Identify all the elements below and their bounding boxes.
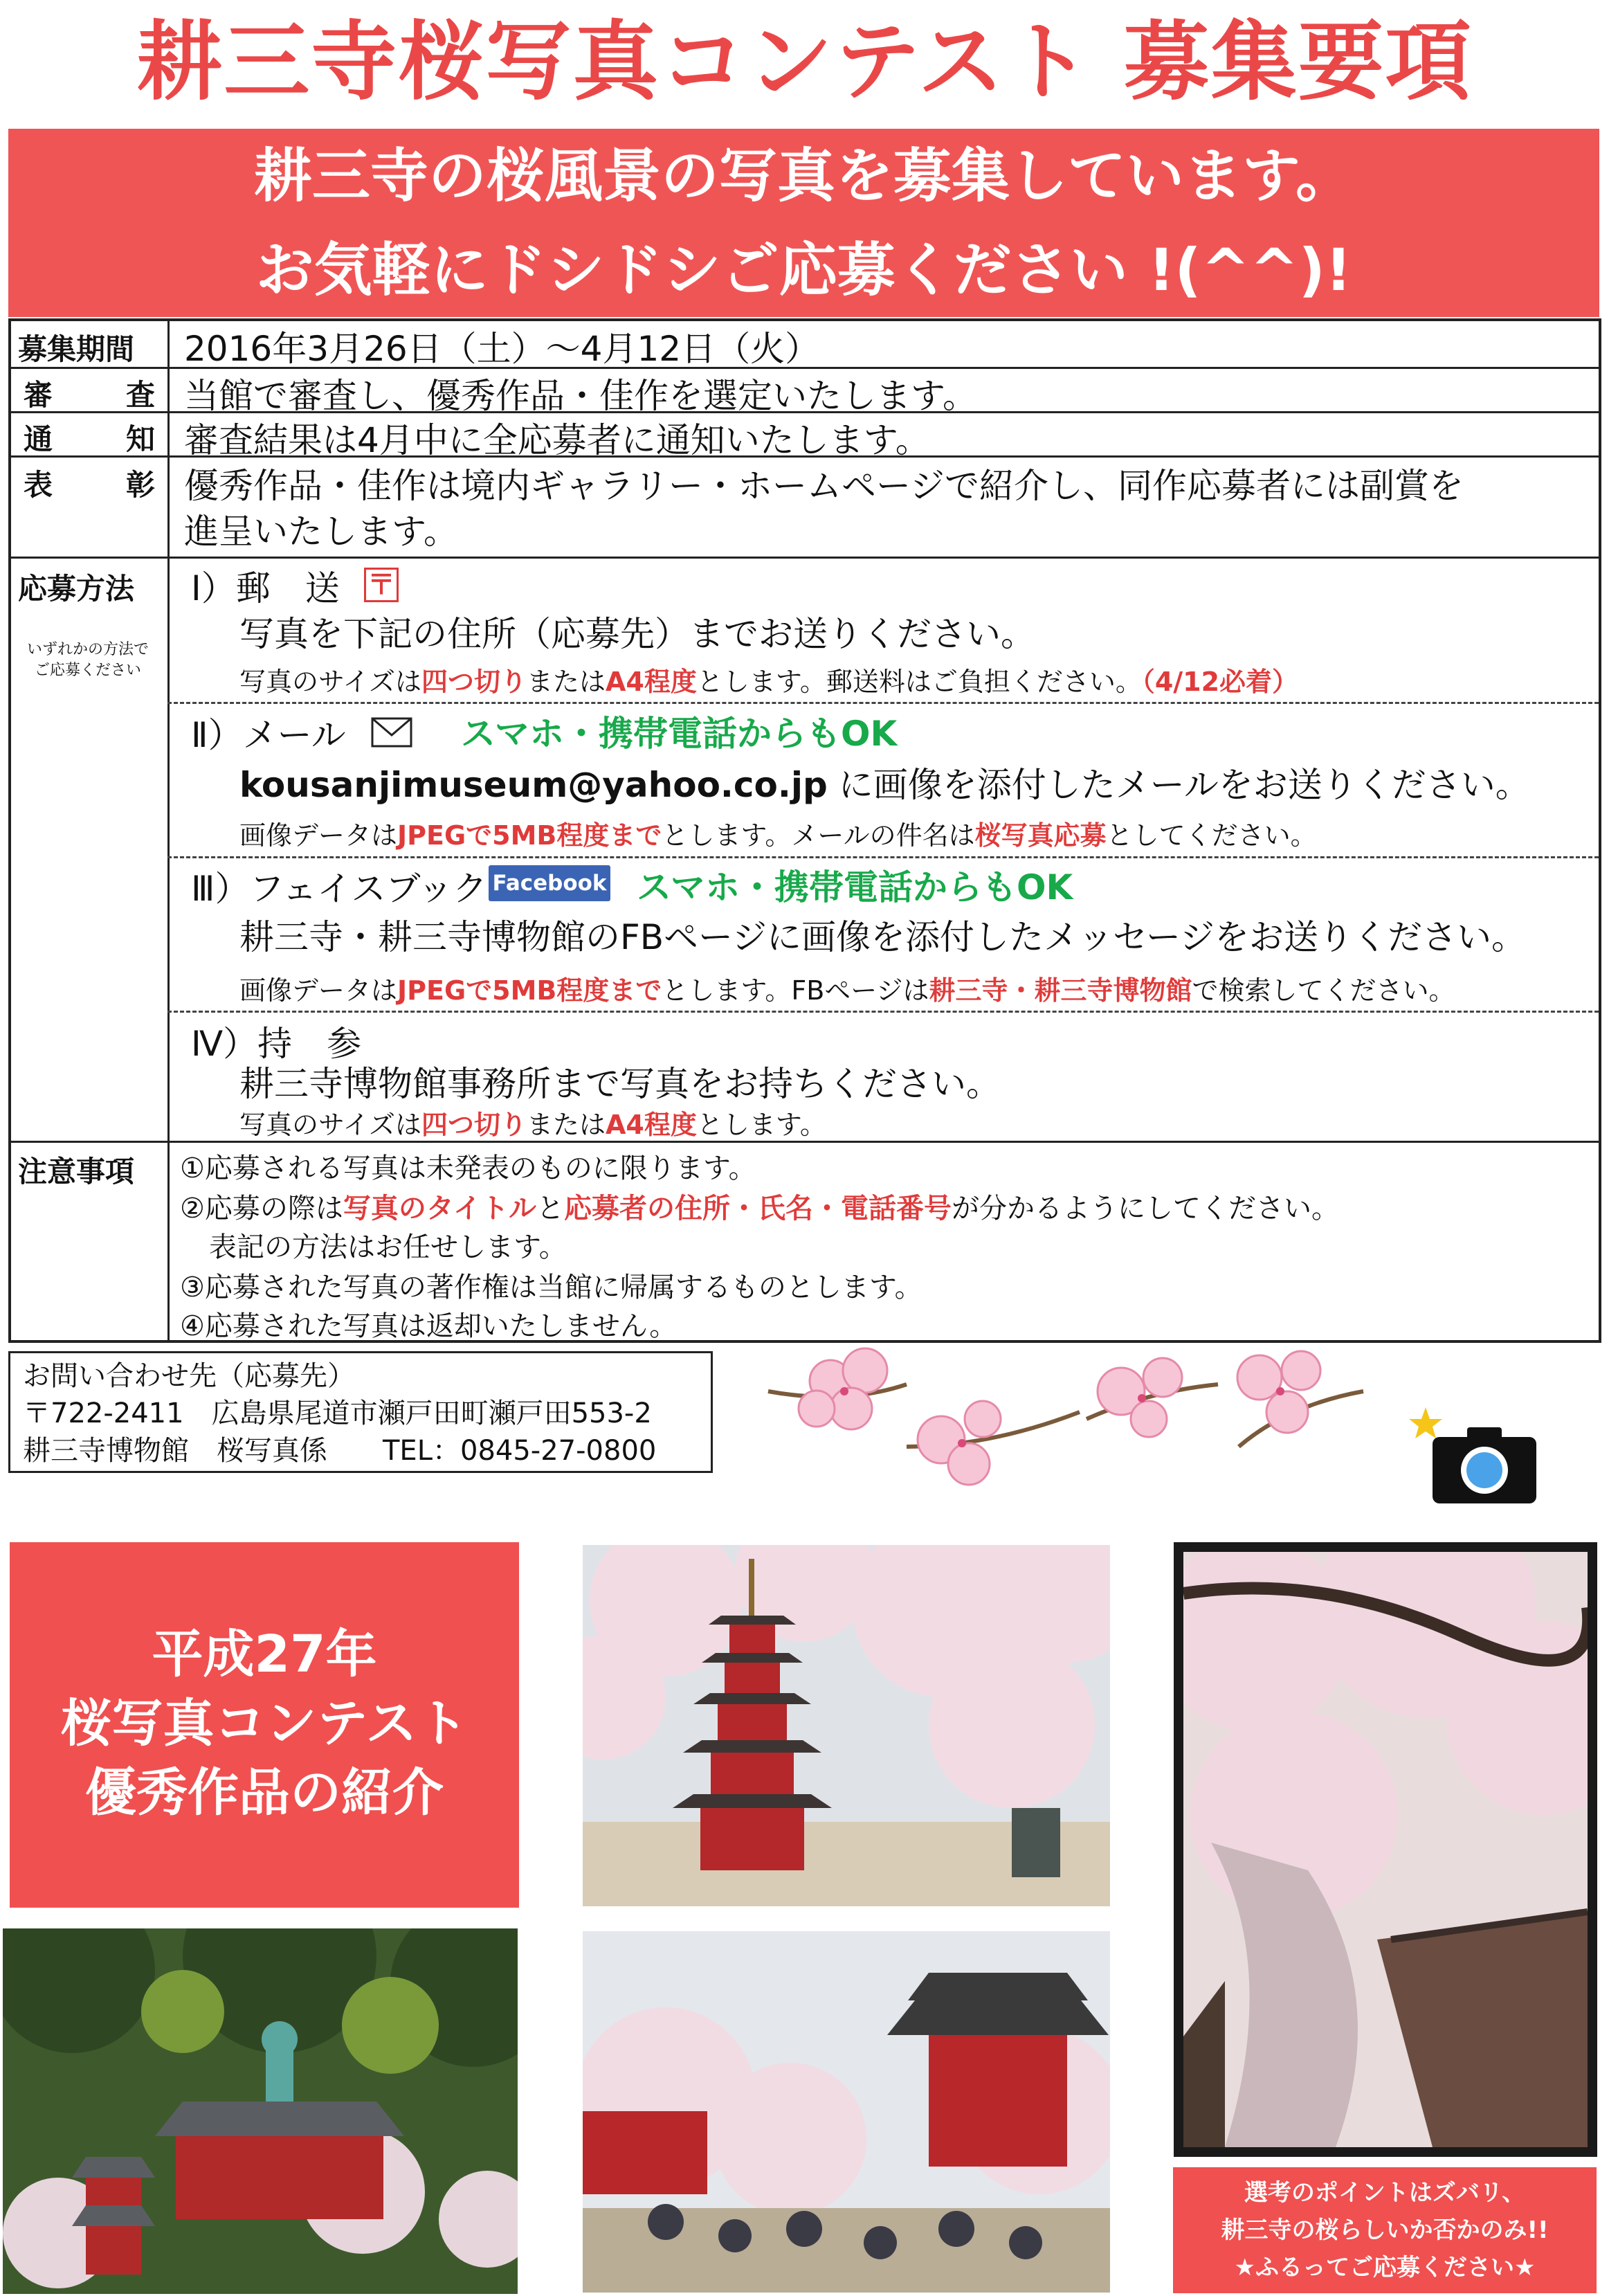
review-label: 審 査 <box>24 378 155 412</box>
callout-line-1: 選考のポイントはズバリ、 <box>1244 2179 1526 2207</box>
envelope-icon <box>371 717 412 748</box>
notice-value: 審査結果は4月中に全応募者に通知いたします。 <box>184 420 930 460</box>
postal-mark-icon: 〒 <box>364 568 399 602</box>
notice-label: 通 知 <box>24 422 155 456</box>
photo-pagoda <box>583 1545 1110 1906</box>
method-post-line: 写真を下記の住所（応募先）までお送りください。 <box>239 614 1035 654</box>
callout-line-2: 耕三寺の桜らしいか否かのみ!! <box>1221 2216 1549 2244</box>
cautions-label: 注意事項 <box>18 1155 135 1188</box>
method-mail-note: 画像データはJPEGで5MB程度までとします。メールの件名は桜写真応募としてください。 <box>239 820 1317 851</box>
method-mail-line: kousanjimuseum@yahoo.co.jp に画像を添付したメールをお送りください。 <box>239 765 1530 805</box>
banner-line-1: 耕三寺の桜風景の写真を募集しています。 <box>253 142 1354 210</box>
method-facebook-ok: スマホ・携帯電話からもOK <box>637 867 1073 907</box>
caution-1: ①応募される写真は未発表のものに限ります。 <box>180 1152 756 1184</box>
review-value: 当館で審査し、優秀作品・佳作を選定いたします。 <box>184 376 977 416</box>
methods-note: いずれかの方法でご応募ください <box>26 641 149 679</box>
facebook-badge: Facebook <box>489 865 610 901</box>
caution-4: ④応募された写真は返却いたしません。 <box>180 1310 678 1342</box>
contact-office: 耕三寺博物館 桜写真係 TEL：0845-27-0800 <box>23 1435 657 1467</box>
headline-banner <box>8 129 1599 317</box>
method-facebook-title: Ⅲ）フェイスブック <box>191 869 487 909</box>
contact-address: 〒722-2411 広島県尾道市瀬戸田町瀬戸田553-2 <box>23 1398 652 1429</box>
showcase-line-2: 桜写真コンテスト <box>60 1694 469 1753</box>
showcase-panel <box>10 1542 519 1908</box>
photo-gate-crowd <box>583 1931 1110 2293</box>
award-value-line-1: 優秀作品・佳作は境内ギャラリー・ホームページで紹介し、同作応募者には副賞を <box>184 466 1464 506</box>
method-facebook-note: 画像データはJPEGで5MB程度までとします。FBページは耕三寺・耕三寺博物館で検索してください。 <box>239 975 1455 1006</box>
camera-icon <box>1405 1404 1543 1508</box>
method-post-title: Ⅰ）郵 送 <box>191 568 340 608</box>
method-post-note: 写真のサイズは四つ切りまたはA4程度とします。郵送料はご負担ください。（4/12必着） <box>239 667 1299 697</box>
cherry-blossom-illustration <box>761 1343 1370 1523</box>
caution-2-sub: 表記の方法はお任せします。 <box>209 1231 567 1263</box>
award-label: 表 彰 <box>24 468 155 502</box>
showcase-line-1: 平成27年 <box>152 1625 377 1684</box>
photo-stone-path <box>1174 1542 1597 2157</box>
award-value-line-2: 進呈いたします。 <box>184 512 458 552</box>
period-value: 2016年3月26日（土）～4月12日（火） <box>184 329 820 369</box>
guidelines-table <box>8 318 1601 1343</box>
method-facebook-line: 耕三寺・耕三寺博物館のFBページに画像を添付したメッセージをお送りください。 <box>239 917 1527 957</box>
showcase-line-3: 優秀作品の紹介 <box>85 1763 444 1823</box>
caution-3: ③応募された写真の著作権は当館に帰属するものとします。 <box>180 1272 922 1303</box>
method-bring-note: 写真のサイズは四つ切りまたはA4程度とします。 <box>239 1110 826 1140</box>
contact-title: お問い合わせ先（応募先） <box>23 1360 355 1392</box>
callout-line-3: ★ふるってご応募ください★ <box>1234 2254 1536 2281</box>
email-address[interactable]: kousanjimuseum@yahoo.co.jp <box>239 765 828 805</box>
page-title: 耕三寺桜写真コンテスト 募集要項 <box>136 12 1473 112</box>
selection-point-callout <box>1173 2167 1597 2293</box>
method-bring-title: Ⅳ）持 参 <box>191 1024 362 1064</box>
period-label: 募集期間 <box>18 332 135 366</box>
contact-box <box>8 1351 713 1473</box>
photo-temple-panorama <box>3 1928 518 2294</box>
methods-label: 応募方法 <box>18 572 135 606</box>
method-mail-title: Ⅱ）メール <box>191 715 346 755</box>
caution-2: ②応募の際は写真のタイトルと応募者の住所・氏名・電話番号が分かるようにしてください。 <box>180 1193 1340 1224</box>
banner-line-2: お気軽にドシドシご応募ください !(^^)! <box>255 236 1352 304</box>
method-bring-line: 耕三寺博物館事務所まで写真をお持ちください。 <box>239 1064 1001 1104</box>
method-mail-ok: スマホ・携帯電話からもOK <box>461 714 898 754</box>
